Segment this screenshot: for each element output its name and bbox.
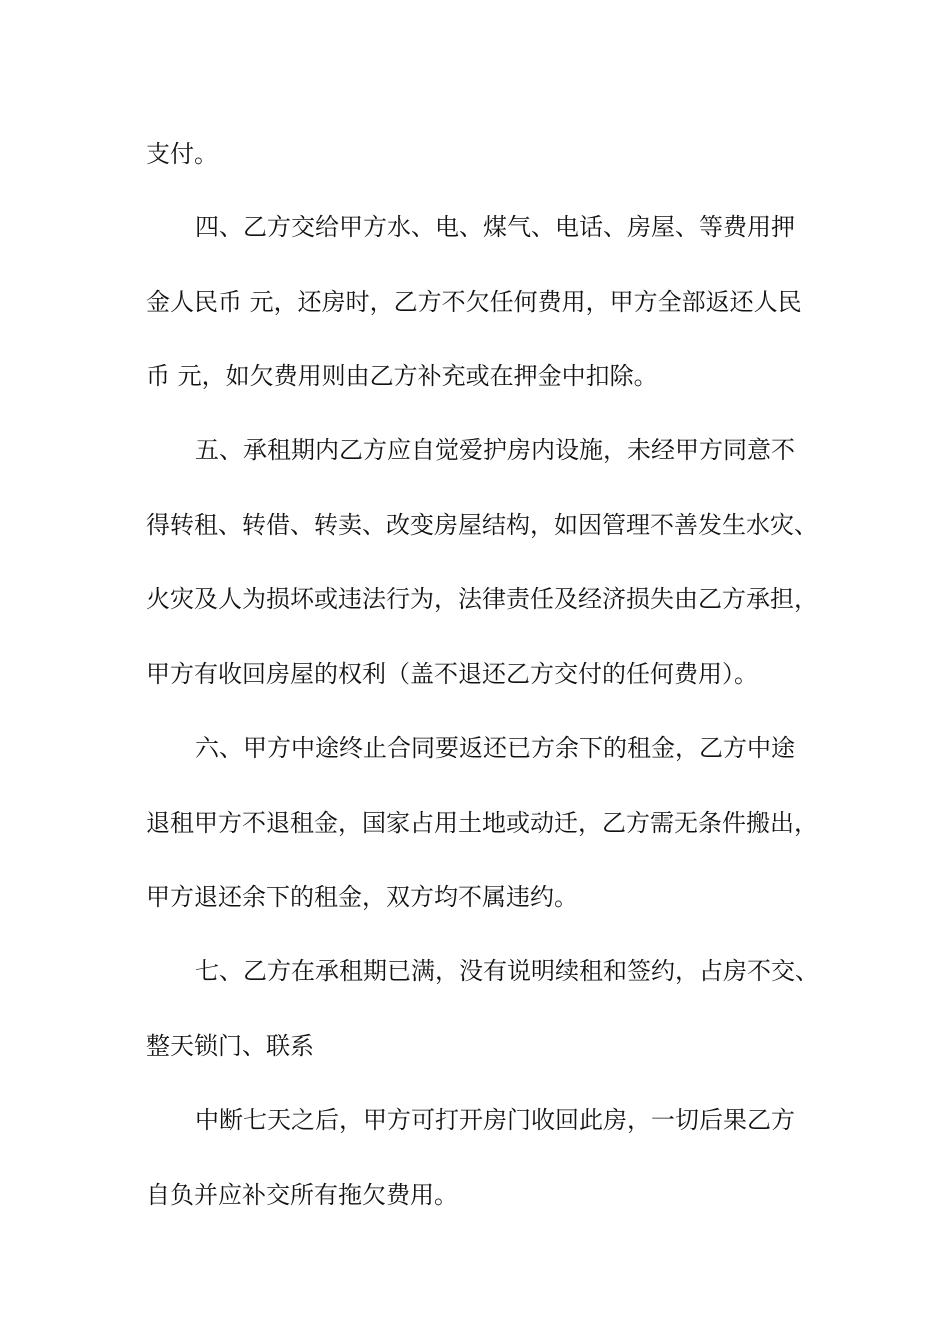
clause-5-line-3: 火灾及人为损坏或违法行为，法律责任及经济损失由乙方承担， xyxy=(146,585,818,613)
clause-6-line-1: 六、甲方中途终止合同要返还已方余下的租金，乙方中途 xyxy=(195,734,795,762)
clause-7-line-2: 整天锁门、联系 xyxy=(146,1032,314,1060)
clause-4-line-2: 金人民币 元，还房时，乙方不欠任何费用，甲方全部返还人民 xyxy=(146,288,802,316)
text-line-1: 支付。 xyxy=(146,140,218,168)
paragraph-line-2: 自负并应补交所有拖欠费用。 xyxy=(146,1181,458,1209)
clause-4-line-1: 四、乙方交给甲方水、电、煤气、电话、房屋、等费用押 xyxy=(195,213,795,241)
clause-4-line-3: 币 元，如欠费用则由乙方补充或在押金中扣除。 xyxy=(146,362,658,390)
clause-5-line-2: 得转租、转借、转卖、改变房屋结构，如因管理不善发生水灾、 xyxy=(146,511,818,539)
clause-6-line-3: 甲方退还余下的租金，双方均不属违约。 xyxy=(146,883,578,911)
clause-5-line-4: 甲方有收回房屋的权利（盖不退还乙方交付的任何费用）。 xyxy=(146,660,758,688)
clause-5-line-1: 五、承租期内乙方应自觉爱护房内设施，未经甲方同意不 xyxy=(195,436,795,464)
clause-6-line-2: 退租甲方不退租金，国家占用土地或动迁，乙方需无条件搬出， xyxy=(146,809,818,837)
clause-7-line-1: 七、乙方在承租期已满，没有说明续租和签约，占房不交、 xyxy=(195,957,819,985)
paragraph-line-1: 中断七天之后，甲方可打开房门收回此房，一切后果乙方 xyxy=(195,1106,795,1134)
